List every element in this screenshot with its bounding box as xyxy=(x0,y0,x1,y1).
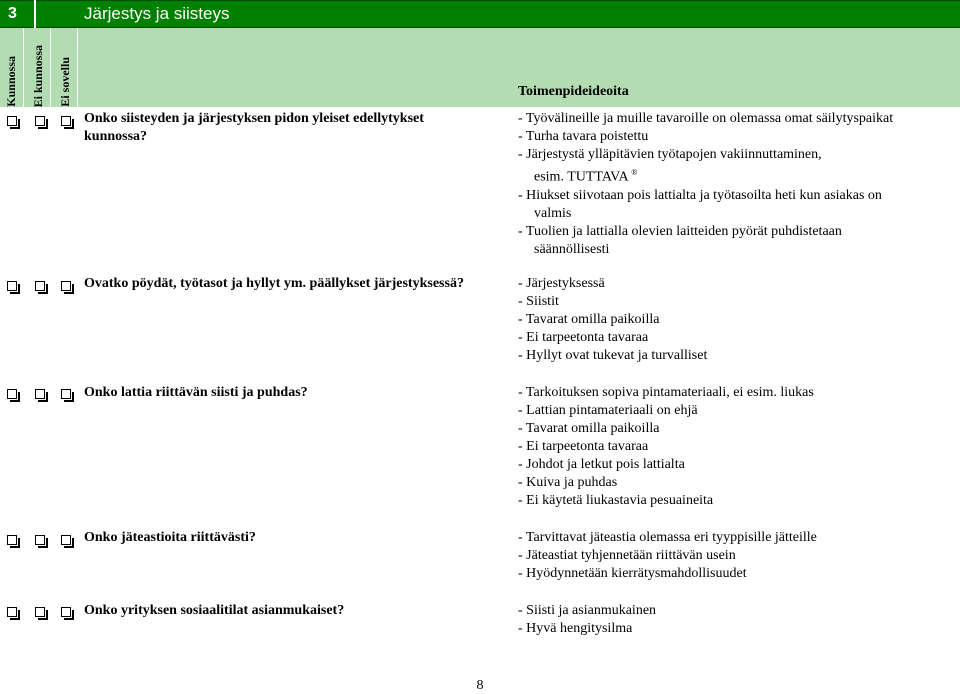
question-text: Ovatko pöydät, työtasot ja hyllyt ym. päällykset järjestyksessä? xyxy=(84,276,464,291)
idea-item: - Siisti ja asianmukainen xyxy=(518,603,657,618)
ideas-column-header: Toimenpideideoita xyxy=(518,84,629,99)
checkbox-ei-sovellu[interactable] xyxy=(61,607,71,617)
idea-item: - Ei tarpeetonta tavaraa xyxy=(518,330,649,345)
checkbox-kunnossa[interactable] xyxy=(7,535,17,545)
question-text: Onko yrityksen sosiaalitilat asianmukaiset? xyxy=(84,603,345,618)
idea-item: - Työvälineille ja muille tavaroille on olemassa omat säilytyspaikat xyxy=(518,111,894,126)
checkbox-ei-sovellu[interactable] xyxy=(61,116,71,126)
checkbox-ei-sovellu[interactable] xyxy=(61,389,71,399)
checkbox-ei-kunnossa[interactable] xyxy=(35,389,45,399)
idea-item: - Tavarat omilla paikoilla xyxy=(518,312,660,327)
idea-item: - Johdot ja letkut pois lattialta xyxy=(518,457,685,472)
idea-item: - Ei käytetä liukastavia pesuaineita xyxy=(518,493,714,508)
idea-item: - Turha tavara poistettu xyxy=(518,129,649,144)
idea-item: - Kuiva ja puhdas xyxy=(518,475,618,490)
column-header-kunnossa: Kunnossa xyxy=(0,28,24,107)
idea-item: - Siistit xyxy=(518,294,559,309)
column-header-ei-kunnossa: Ei kunnossa xyxy=(27,28,51,107)
checkbox-kunnossa[interactable] xyxy=(7,116,17,126)
ideas-list xyxy=(518,275,948,365)
idea-item: - Jäteastiat tyhjennetään riittävän usein xyxy=(518,548,736,563)
page-number: 8 xyxy=(476,678,484,693)
section-title: Järjestys ja siisteys xyxy=(84,4,230,23)
ideas-list xyxy=(518,529,948,583)
checkbox-ei-sovellu[interactable] xyxy=(61,535,71,545)
question-text: Onko lattia riittävän siisti ja puhdas? xyxy=(84,385,308,400)
idea-item: - Hiukset siivotaan pois lattialta ja työtasoilta heti kun asiakas on xyxy=(518,187,882,203)
checkbox-ei-kunnossa[interactable] xyxy=(35,116,45,126)
question-text: Onko siisteyden ja järjestyksen pidon yleiset edellytykset kunnossa? xyxy=(84,111,424,144)
idea-item: - Tavarat omilla paikoilla xyxy=(518,421,660,436)
idea-item: - Tarvittavat jäteastia olemassa eri tyyppisille jätteille xyxy=(518,530,817,545)
checkbox-kunnossa[interactable] xyxy=(7,389,17,399)
checkbox-kunnossa[interactable] xyxy=(7,281,17,291)
ideas-list xyxy=(518,602,948,638)
checkbox-kunnossa[interactable] xyxy=(7,607,17,617)
idea-item: esim. TUTTAVA ® xyxy=(534,168,638,185)
idea-item: säännöllisesti xyxy=(534,241,610,257)
checkbox-ei-kunnossa[interactable] xyxy=(35,281,45,291)
section-number: 3 xyxy=(0,0,36,28)
ideas-list xyxy=(518,384,948,510)
idea-item: - Tarkoituksen sopiva pintamateriaali, ei esim. liukas xyxy=(518,385,814,400)
column-header-band xyxy=(0,28,960,107)
column-header-ei-sovellu: Ei sovellu xyxy=(54,28,78,107)
registered-mark: ® xyxy=(631,168,638,177)
question-text: Onko jäteastioita riittävästi? xyxy=(84,530,256,545)
idea-item: - Lattian pintamateriaali on ehjä xyxy=(518,403,698,418)
checkbox-ei-kunnossa[interactable] xyxy=(35,607,45,617)
idea-item: - Tuolien ja lattialla olevien laitteiden pyörät puhdistetaan xyxy=(518,223,842,239)
idea-item: - Hyllyt ovat tukevat ja turvalliset xyxy=(518,348,708,363)
idea-item: - Järjestystä ylläpitävien työtapojen vakiinnuttaminen, xyxy=(518,147,822,162)
idea-item: - Hyvä hengitysilma xyxy=(518,621,633,636)
idea-item: valmis xyxy=(534,205,572,221)
idea-item: - Järjestyksessä xyxy=(518,276,605,291)
idea-item: - Ei tarpeetonta tavaraa xyxy=(518,439,649,454)
checkbox-ei-sovellu[interactable] xyxy=(61,281,71,291)
checkbox-ei-kunnossa[interactable] xyxy=(35,535,45,545)
ideas-list xyxy=(518,110,948,259)
idea-item: - Hyödynnetään kierrätysmahdollisuudet xyxy=(518,566,747,581)
